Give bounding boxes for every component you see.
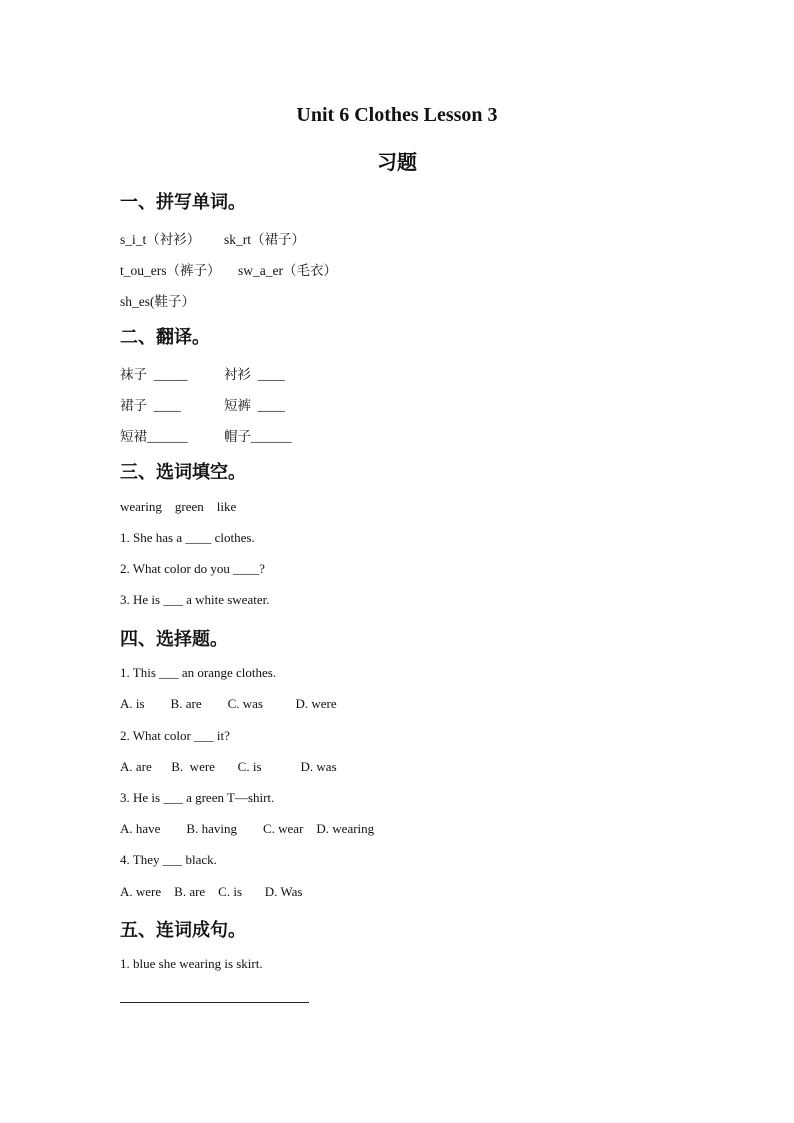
section-heading-sentence-building: 五、连词成句。 [120, 920, 246, 941]
section-heading-translation: 二、翻译。 [120, 327, 210, 348]
spelling-item-sweater: sw_a_er（毛衣） [238, 263, 337, 278]
worksheet-title: Unit 6 Clothes Lesson 3 [296, 104, 498, 126]
spelling-item-skirt: sk_rt（裙子） [224, 232, 305, 247]
choice-question-3: 3. He is ___ a green T—shirt. [120, 790, 275, 805]
section-heading-multiple-choice: 四、选择题。 [120, 629, 228, 650]
translation-item-socks: 袜子 _____ [120, 367, 188, 382]
answer-line [120, 1002, 309, 1003]
choice-question-2: 2. What color ___ it? [120, 728, 230, 743]
choice-question-1: 1. This ___ an orange clothes. [120, 665, 277, 680]
word-bank: wearing green like [120, 499, 237, 514]
section-heading-spelling: 一、拼写单词。 [120, 192, 246, 213]
spelling-item-shirt: s_i_t（衬衫） [120, 232, 201, 247]
spelling-item-shoes: sh_es(鞋子） [120, 294, 195, 309]
choice-options-1: A. is B. are C. was D. were [120, 696, 337, 711]
choice-question-4: 4. They ___ black. [120, 852, 217, 867]
translation-item-skirt: 裙子 ____ [120, 398, 181, 413]
spelling-item-trousers: t_ou_ers（裤子） [120, 263, 221, 278]
fill-in-question-3: 3. He is ___ a white sweater. [120, 592, 270, 607]
fill-in-question-2: 2. What color do you ____? [120, 561, 265, 576]
sentence-question-1: 1. blue she wearing is skirt. [120, 956, 263, 971]
fill-in-question-1: 1. She has a ____ clothes. [120, 530, 255, 545]
section-heading-fill-in: 三、选词填空。 [120, 462, 246, 483]
choice-options-4: A. were B. are C. is D. Was [120, 884, 303, 899]
translation-item-shorts: 短裤 ____ [224, 398, 285, 413]
translation-item-short-skirt: 短裙______ [120, 429, 188, 444]
choice-options-3: A. have B. having C. wear D. wearing [120, 821, 375, 836]
worksheet-subtitle: 习题 [377, 152, 417, 174]
translation-item-shirt: 衬衫 ____ [224, 367, 285, 382]
translation-item-hat: 帽子______ [224, 429, 292, 444]
choice-options-2: A. are B. were C. is D. was [120, 759, 337, 774]
